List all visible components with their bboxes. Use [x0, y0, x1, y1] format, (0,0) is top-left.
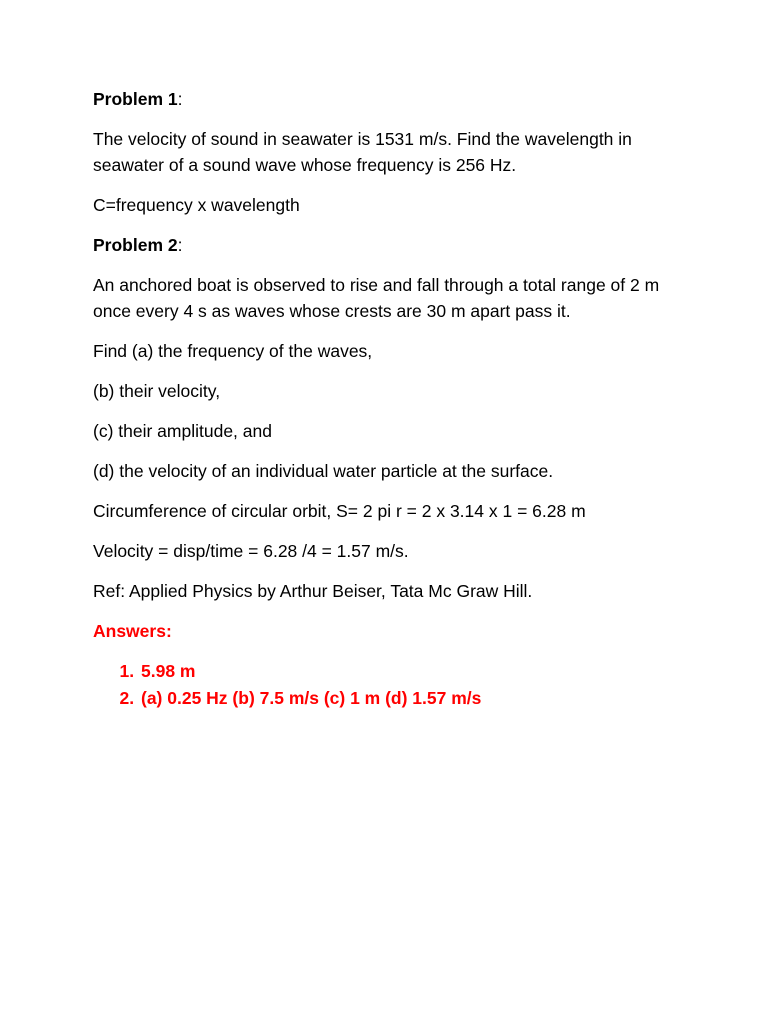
velocity-calculation: Velocity = disp/time = 6.28 /4 = 1.57 m/s.: [93, 541, 409, 561]
problem-2-heading-label: Problem 2: [93, 235, 178, 255]
problem-2-part-a: Find (a) the frequency of the waves,: [93, 341, 373, 361]
answer-item-1: 1. 5.98 m: [139, 658, 693, 685]
problem-2-heading-colon: :: [177, 235, 183, 255]
problem-2-part-d: (d) the velocity of an individual water particle at the surface.: [93, 461, 554, 481]
document-content: [93, 86, 693, 712]
answers-list: [93, 658, 693, 712]
problem-1-heading-colon: :: [177, 89, 183, 109]
circumference-calculation: Circumference of circular orbit, S= 2 pi r = 2 x 3.14 x 1 = 6.28 m: [93, 501, 586, 521]
problem-1-heading: [93, 86, 693, 112]
problem-2-text: An anchored boat is observed to rise and fall through a total range of 2 m once every 4 s as waves whose crests are 30 m apart pass it.: [93, 275, 660, 321]
problem-1-text: The velocity of sound in seawater is 1531 m/s. Find the wavelength in seawater of a sound wave whose frequency is 256 Hz.: [93, 129, 632, 175]
problem-2-heading: [93, 232, 693, 258]
problem-2-part-b: (b) their velocity,: [93, 381, 221, 401]
problem-2-part-c: (c) their amplitude, and: [93, 421, 272, 441]
reference-text: Ref: Applied Physics by Arthur Beiser, Tata Mc Graw Hill.: [93, 581, 533, 601]
problem-1-formula: C=frequency x wavelength: [93, 195, 300, 215]
problem-1-heading-label: Problem 1: [93, 89, 178, 109]
answer-item-2: 2. (a) 0.25 Hz (b) 7.5 m/s (c) 1 m (d) 1.57 m/s: [139, 685, 693, 712]
answers-heading: Answers:: [93, 621, 172, 641]
